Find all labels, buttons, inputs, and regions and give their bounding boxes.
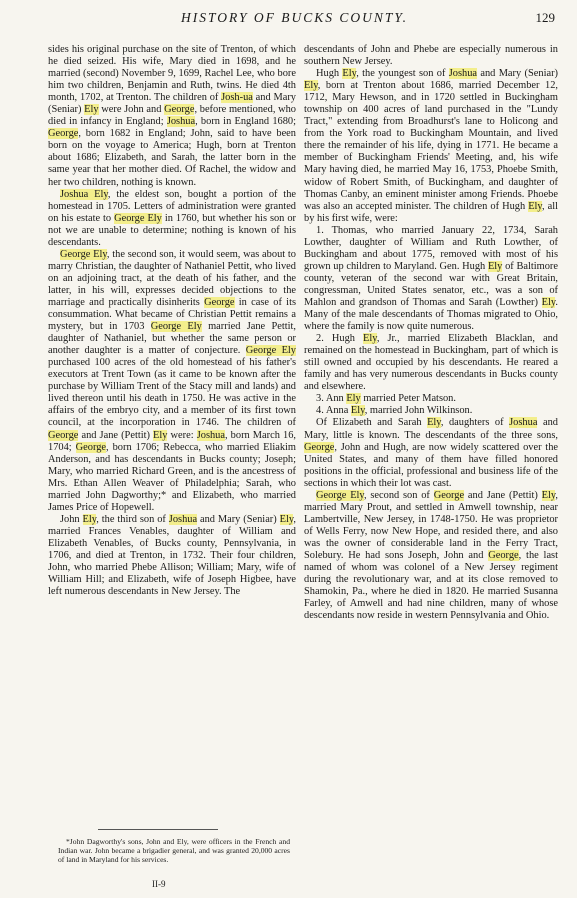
list-item: [304, 333, 558, 393]
paragraph: [48, 514, 296, 598]
highlighted-term: Ely: [82, 513, 97, 525]
highlighted-term: Josh-ua: [221, 92, 253, 104]
text-run: , John and Hugh, are now widely scattered over the United States, and many of them have filled honored positions in the official, professional and business life of the sections in which their lot was cast.: [304, 441, 558, 489]
text-run: , born in England 1680;: [195, 116, 296, 128]
highlighted-term: Ely: [350, 405, 365, 417]
text-run: purchased 100 acres of the old homestead of his father's executors at Trent Town (as it came to be known after the purchase by William Trent of the Stacy mill and lands) and lived thereon until his death in 1750. He was active in the affairs of the embryo city, and a member of its first town council, at the incorporation in 1746. The children of: [48, 357, 296, 429]
text-run: 1. Thomas, who married January 22, 1734, Sarah Lowther, daughter of William and Ruth Lowther, of Buckingham and about 1775, removed with most of his grown up children to Maryland. Gen. Hugh: [304, 224, 558, 272]
text-run: , second son of: [363, 489, 434, 501]
highlighted-term: Ely: [304, 80, 318, 92]
highlighted-term: George Ely: [245, 345, 296, 357]
text-run: , born March 16, 1704;: [48, 429, 296, 453]
text-run: , born 1682 in England; John, said to have been born on the voyage to America; Hugh, born at Trenton about 1686; Elizabeth, and Sarah, the latter born in the same year that her mother died. Of Rachel, the widow and her two children, nothing is known.: [48, 128, 296, 188]
text-run: of Baltimore county, veteran of the second war with Great Britain, congressman, United States senator, etc., was a son of Mahlon and grandson of Thomas and Sarah (Lowther): [304, 260, 558, 308]
highlighted-term: Ely: [279, 513, 294, 525]
text-run: and Jane (Pettit): [464, 489, 542, 501]
text-run: , the third son of: [96, 513, 169, 525]
text-run: in case of its consummation. What became of Christian Pettit remains a mystery, but in 1703: [48, 296, 297, 333]
text-run: , born at Trenton about 1686, married December 12, 1712, Mary Hewson, and in 1720 settled in Buckingham township on 400 acres of land purchased in the "Lundy Tract," extending from Broadhurst's lane to Holicong and from the York road to Buckingham Mountain, and lived there the remainder of his life, dying in 1771. He became a member of Buckingham Friends' Meeting, and, his wife Mary having died, he married May 16, 1753, Phoebe Smith, widow of Robert Smith, of Buckingham, and daughter of Thomas Canby, an eminent minister among Friends. Phoebe was also an accepted minister. The children of Hugh: [304, 80, 558, 212]
text-run: , the eldest son, bought a portion of the homestead in 1705. Letters of administration were granted on his estate to: [48, 188, 297, 224]
text-run: and Mary (Seniar): [48, 92, 296, 116]
paragraph: [48, 249, 296, 514]
text-run: Of Elizabeth and Sarah: [316, 417, 428, 429]
highlighted-term: Ely: [541, 489, 556, 501]
paragraph: [304, 44, 558, 68]
highlighted-term: Ely: [84, 104, 99, 116]
list-item: [304, 225, 558, 333]
text-run: 2. Hugh: [316, 333, 364, 345]
highlighted-term: George: [75, 441, 107, 453]
highlighted-term: George: [488, 549, 519, 561]
highlighted-term: George: [164, 104, 195, 116]
highlighted-term: Ely: [346, 393, 361, 405]
text-run: and Mary (Seniar): [477, 68, 558, 80]
text-run: 4. Anna: [316, 405, 351, 417]
footnote-text: *John Dagworthy's sons, John and Ely, were officers in the French and Indian war. John became a brigadier general, and was granted 20,000 acres of land in Maryland for his services.: [58, 837, 290, 864]
text-run: married Peter Matson.: [360, 393, 456, 405]
text-run: , married John Wilkinson.: [364, 405, 473, 417]
text-run: . Many of the male descendants of Thomas migrated to Ohio, where the family is now quite numerous.: [304, 296, 558, 333]
text-run: and Mary (Seniar): [197, 513, 280, 525]
highlighted-term: Ely: [153, 429, 168, 441]
highlighted-term: George Ely: [60, 248, 107, 260]
list-item: [304, 405, 558, 417]
footnote: [58, 837, 290, 864]
highlighted-term: Joshua: [448, 68, 478, 80]
text-run: , born 1706; Rebecca, who married Eliakim Anderson, and has descendants in Bucks county; Joseph; Mary, who married Richard Green, and is the ancestress of Mrs. Ethan Allen Weaver of Philadelphia; Sarah, who married John Dagworthy;* and Elizabeth, who married James Price of Hopewell.: [48, 441, 296, 513]
text-run: and Jane (Pettit): [78, 429, 154, 441]
highlighted-term: Joshua: [509, 417, 538, 429]
highlighted-term: George Ely: [114, 212, 162, 224]
text-run: , the last named of whom was colonel of a New Jersey regiment during the revolutionary war, and at its close removed to Shamokin, Pa., where he died in 1820. He married Susanna Farley, of Amwell and had nine children, many of whose descendants now reside in western Pennsylvania and Ohio.: [304, 549, 558, 622]
left-column: [48, 44, 296, 598]
footnote-rule: [98, 829, 218, 830]
highlighted-term: Ely: [541, 296, 556, 308]
list-item: [304, 393, 558, 405]
highlighted-term: George: [48, 429, 79, 441]
paragraph: [48, 189, 296, 249]
right-column: [304, 44, 558, 622]
text-run: , the second son, it would seem, was about to marry Christian, the daughter of Nathaniel Pettit, who lived on an adjoining tract, at the death of his father, and the latter, in his will, expresses decided objections to the marriage and practically disinherits: [48, 248, 296, 308]
printer-signature: II-9: [152, 879, 166, 889]
highlighted-term: Ely: [342, 68, 357, 80]
text-run: , all by his first wife, were:: [304, 200, 558, 224]
paragraph: [304, 68, 558, 225]
text-run: , married Mary Prout, and settled in Amwell township, near Lambertville, New Jersey, in 1748-1750. He was proprietor of Wells Ferry, now New Hope, and resided there, and also was the owner of considerable land in the Ferry Tract, Solebury. He had sons Joseph, John and: [304, 489, 558, 561]
text-run: descendants of John and Phebe are especially numerous in southern New Jersey.: [304, 44, 558, 68]
highlighted-term: George: [304, 441, 335, 453]
text-run: , Jr., married Elizabeth Blacklan, and remained on the homestead in Buckingham, part of which is still owned and occupied by his descendants. He reared a family and has very numerous descendants in Bucks county and elsewhere.: [304, 333, 558, 393]
highlighted-term: Joshua Ely: [60, 188, 108, 200]
highlighted-term: Ely: [528, 200, 542, 212]
highlighted-term: Joshua: [196, 429, 225, 441]
running-header: [34, 8, 555, 30]
highlighted-term: Ely: [487, 260, 503, 272]
highlighted-term: George Ely: [316, 489, 364, 501]
text-run: and Mary, little is known. The descendants of the three sons,: [304, 417, 558, 441]
page-number: 129: [535, 10, 555, 25]
paragraph: [304, 490, 558, 623]
text-run: were:: [167, 429, 197, 441]
highlighted-term: George Ely: [150, 321, 202, 333]
highlighted-term: George: [433, 489, 465, 501]
highlighted-term: Joshua: [166, 116, 196, 128]
text-run: sides his original purchase on the site of Trenton, of which he died seized. His wife, Mary died in 1698, and he married (second) November 9, 1699, Rachel Lee, who bore him two children, Benjamin and Ruth, twins. He died 4th month, 1702, at Trenton. The children of: [48, 44, 296, 104]
highlighted-term: George: [48, 128, 79, 140]
highlighted-term: George: [204, 296, 235, 308]
text-run: in 1760, but whether his son or not we are unable to determine; nothing is known of his descendants.: [48, 212, 296, 248]
text-run: married Jane Pettit, daughter of Nathaniel, but whether the same person or another daughter is a matter of conjecture.: [48, 321, 296, 357]
text-run: , before mentioned, who died in infancy in England;: [48, 104, 296, 128]
paragraph: [48, 44, 296, 189]
paragraph: [304, 417, 558, 489]
text-run: , married Frances Venables, daughter of William and Elizabeth Venables, of Bucks county, Pennsylvania, in 1706, and died at Trenton, in 1732. Their four children, John, who married Phebe Allison; William; Mary, wife of William Hill; and Elizabeth, wife of Joseph Higbee, have left numerous descendants in New Jersey. The: [48, 513, 296, 598]
page-title: HISTORY OF BUCKS COUNTY.: [180, 10, 409, 25]
text-run: 3. Ann: [316, 393, 347, 405]
text-run: Hugh: [316, 68, 343, 80]
text-run: , the youngest son of: [356, 68, 449, 80]
text-run: were John and: [98, 104, 165, 116]
highlighted-term: Ely: [363, 333, 377, 345]
highlighted-term: Ely: [427, 417, 441, 429]
text-run: John: [60, 513, 83, 525]
highlighted-term: Joshua: [168, 513, 198, 525]
text-run: , daughters of: [440, 417, 510, 429]
